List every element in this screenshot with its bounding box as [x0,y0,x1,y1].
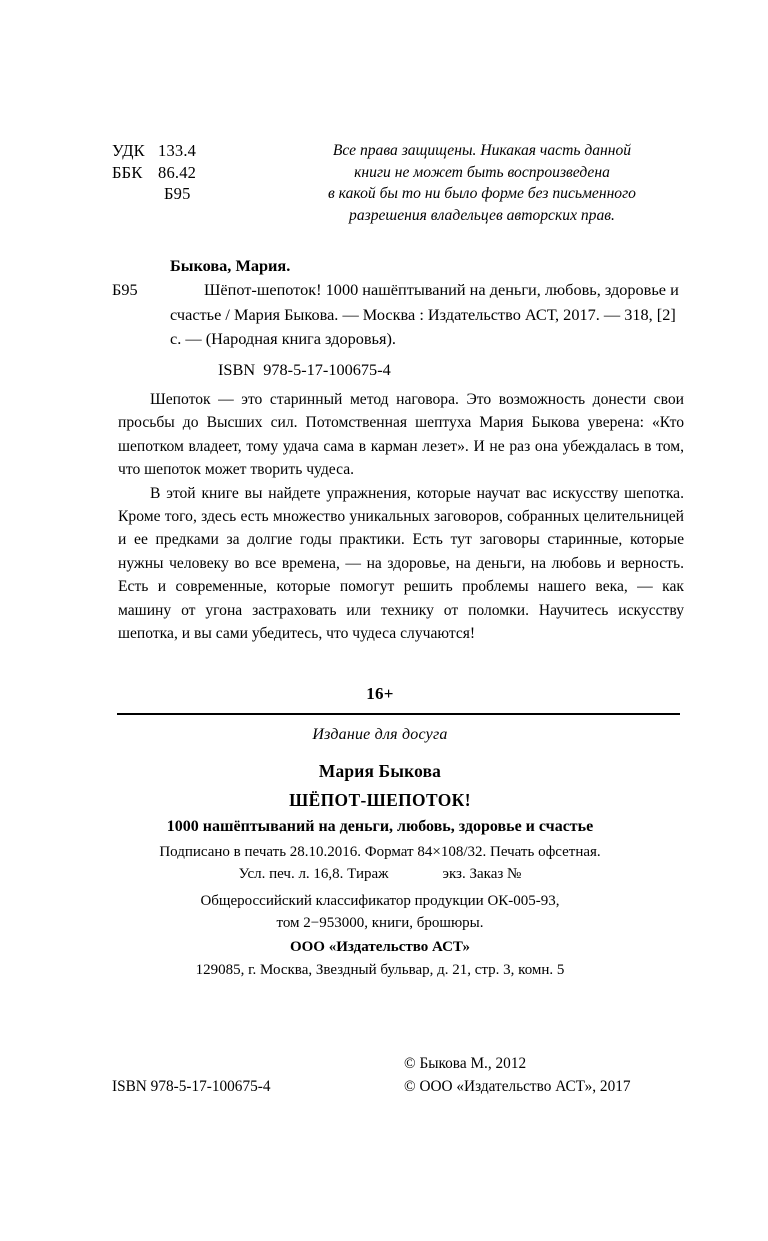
annotation-paragraph-1: Шепоток — это старинный метод наговора. Это возможность донести свои просьбы до Высших сил. Потомственная шептуха Мария Быкова уверена: «Кто шепотком владеет, тому удача сама в карман лезет». И не раз она убеждалась в том, что шепоток может творить чудеса. [118,391,684,479]
rights-line-2: книги не может быть воспроизведена [354,163,610,181]
copyright-lines [404,1052,688,1098]
biblio-isbn [218,358,688,382]
shelf-mark-value: Б95 [164,184,191,203]
printing-details [0,841,768,885]
classifier-line-2: том 2−953000, книги, брошюры. [276,915,484,931]
footer-isbn: ISBN 978-5-17-100675-4 [112,1078,271,1095]
biblio-shelf-mark: Б95 [112,280,138,300]
annotation-paragraph-2: В этой книге вы найдете упражнения, которые научат вас искусству шепотка. Кроме того, здесь есть множество уникальных заговоров, собранных целительницей и ее предками за долгие годы практики. Есть тут заговоры старинные, которые нужны человеку во все времена, — на здоровье, на деньги, на любовь и верность. Есть и современные, которые помогут решить проблемы нашего века, — как машину от угона застраховать или технику от поломки. Научитесь искусству шепотка, и вы сами убедитесь, что чудеса случаются! [118,484,684,643]
printing-line-2 [0,863,760,885]
copyright-publisher: © ООО «Издательство АСТ», 2017 [404,1078,631,1095]
publisher-block [0,936,768,981]
printing-run-label: Усл. печ. л. 16,8. Тираж [238,866,389,882]
publisher-name: ООО «Издательство АСТ» [289,939,471,955]
biblio-author-heading: Быкова, Мария. [170,256,291,275]
biblio-description: Шёпот-шепоток! 1000 нашёптываний на деньги, любовь, здоровье и счастье / Мария Быкова. — Москва : Издательство АСТ, 2017. — 318, [2] с. — (Народная книга здоровья). [170,280,679,348]
bbk-label: ББК [112,162,143,182]
product-classifier [0,890,768,934]
publisher-address: 129085, г. Москва, Звездный бульвар, д. 21, стр. 3, комн. 5 [195,961,565,978]
udk-row [112,140,232,162]
bibliographic-record [112,254,688,382]
udk-value: 133.4 [158,141,197,160]
classifier-line-1: Общероссийский классификатор продукции ОК-005-93, [200,893,560,909]
imprint-edition-kind: Издание для досуга [312,726,448,743]
age-rating-badge: 16+ [366,684,394,703]
biblio-isbn-value: 978-5-17-100675-4 [263,360,391,380]
horizontal-rule [117,713,680,715]
rights-line-4: разрешения владельцев авторских прав. [349,206,615,224]
printing-line-1: Подписано в печать 28.10.2016. Формат 84×108/32. Печать офсетная. [159,844,601,860]
imprint-subtitle: 1000 нашёптываний на деньги, любовь, здоровье и счастье [166,818,594,835]
bbk-value: 86.42 [158,162,197,182]
biblio-isbn-label: ISBN [218,360,256,380]
biblio-body [112,278,688,382]
classification-codes [112,140,232,205]
annotation-text [118,388,684,645]
top-block [0,140,768,226]
udk-label: УДК [112,141,145,160]
imprint-title: ШЁПОТ-ШЕПОТОК! [289,790,471,810]
footer-block [112,1052,688,1098]
rights-notice [284,140,680,226]
rights-line-3: в какой бы то ни было форме без письменного [328,185,636,203]
rights-line-1: Все права защищены. Никакая часть данной [332,142,632,159]
printing-order-label: экз. Заказ № [442,866,522,882]
shelf-mark-row [112,183,232,205]
imprint-block [0,726,768,836]
copyright-author: © Быкова М., 2012 [404,1055,527,1072]
bbk-row [112,162,232,184]
imprint-author: Мария Быкова [318,761,442,781]
